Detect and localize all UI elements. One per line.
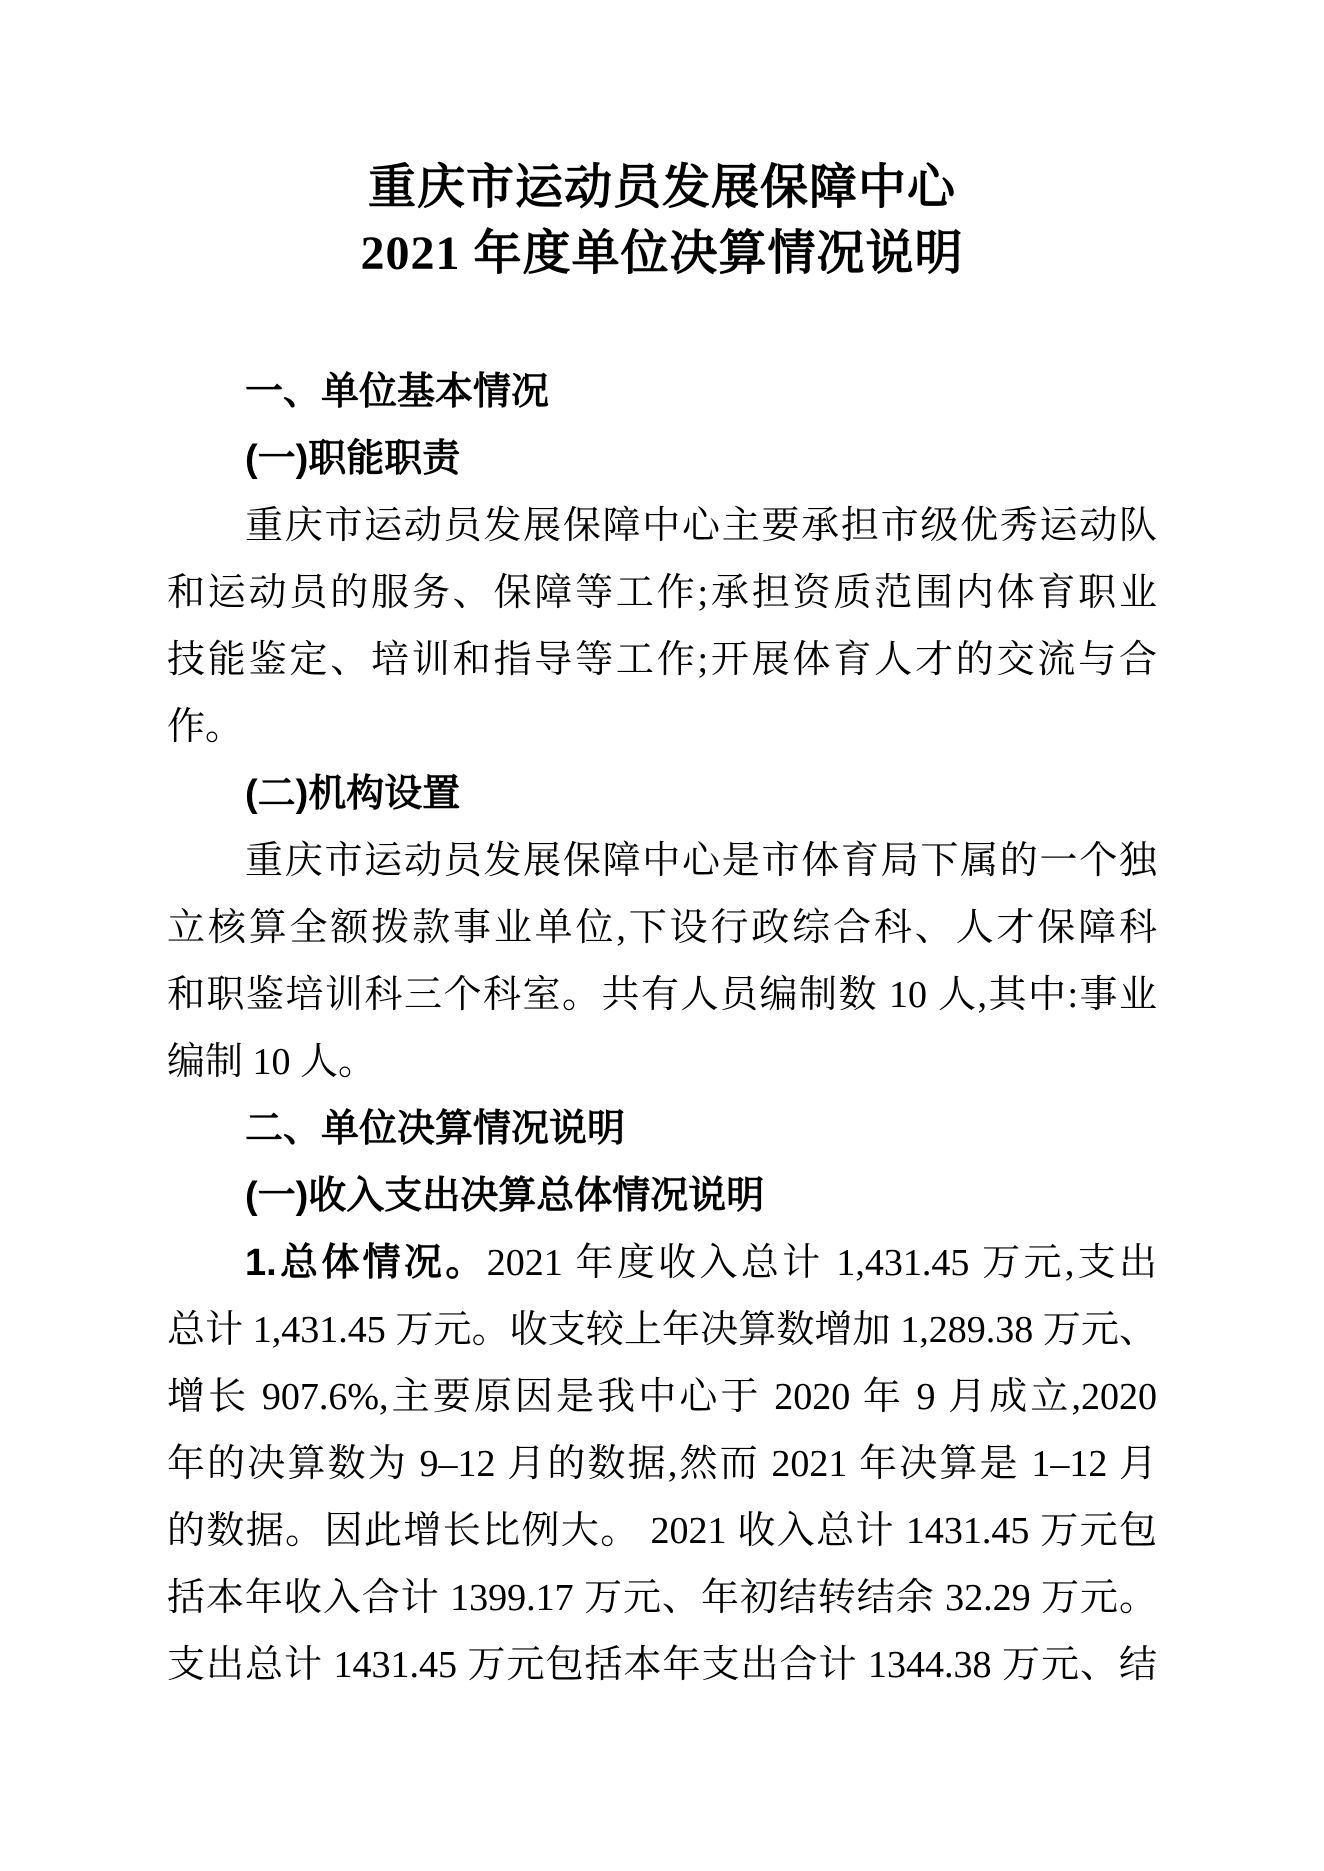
heading-functions-duties: (一)职能职责	[245, 438, 461, 480]
heading-income-expense-overview: (一)收入支出决算总体情况说明	[245, 1175, 765, 1217]
paragraph-line: 作。	[167, 706, 244, 748]
paragraph-line: 立核算全额拨款事业单位,下设行政综合科、人才保障科	[167, 907, 1157, 949]
paragraph-line: 支出总计 1431.45 万元包括本年支出合计 1344.38 万元、结	[167, 1644, 1157, 1686]
paragraph-line: 括本年收入合计 1399.17 万元、年初结转结余 32.29 万元。	[167, 1577, 1157, 1619]
title-line-1: 重庆市运动员发展保障中心	[367, 161, 956, 214]
paragraph-line: 技能鉴定、培训和指导等工作;开展体育人才的交流与合	[167, 639, 1157, 681]
paragraph-line: 的数据。因此增长比例大。 2021 收入总计 1431.45 万元包	[167, 1510, 1157, 1552]
heading-organization-setup: (二)机构设置	[245, 773, 461, 815]
paragraph-line-text: 2021 年度收入总计 1,431.45 万元,支出	[486, 1242, 1157, 1284]
paragraph-line: 和职鉴培训科三个科室。共有人员编制数 10 人,其中:事业	[167, 974, 1157, 1016]
overall-situation-label: 1.总体情况。	[245, 1242, 487, 1284]
paragraph-line: 重庆市运动员发展保障中心是市体育局下属的一个独	[245, 840, 1157, 882]
title-spacer	[167, 287, 1157, 359]
paragraph-line: 和运动员的服务、保障等工作;承担资质范围内体育职业	[167, 572, 1157, 614]
document-title	[167, 155, 1157, 287]
heading-unit-basic-info: 一、单位基本情况	[245, 371, 550, 413]
heading-final-accounts: 二、单位决算情况说明	[245, 1108, 626, 1150]
title-line-2: 2021 年度单位决算情况说明	[360, 227, 964, 280]
paragraph-line: 增长 907.6%,主要原因是我中心于 2020 年 9 月成立,2020	[167, 1376, 1157, 1418]
paragraph-line: 重庆市运动员发展保障中心主要承担市级优秀运动队	[245, 505, 1157, 547]
paragraph-line: 年的决算数为 9–12 月的数据,然而 2021 年决算是 1–12 月	[167, 1443, 1157, 1485]
paragraph-line	[167, 1230, 1157, 1297]
paragraph-line: 总计 1,431.45 万元。收支较上年决算数增加 1,289.38 万元、	[167, 1309, 1157, 1351]
paragraph-line: 编制 10 人。	[167, 1041, 377, 1083]
